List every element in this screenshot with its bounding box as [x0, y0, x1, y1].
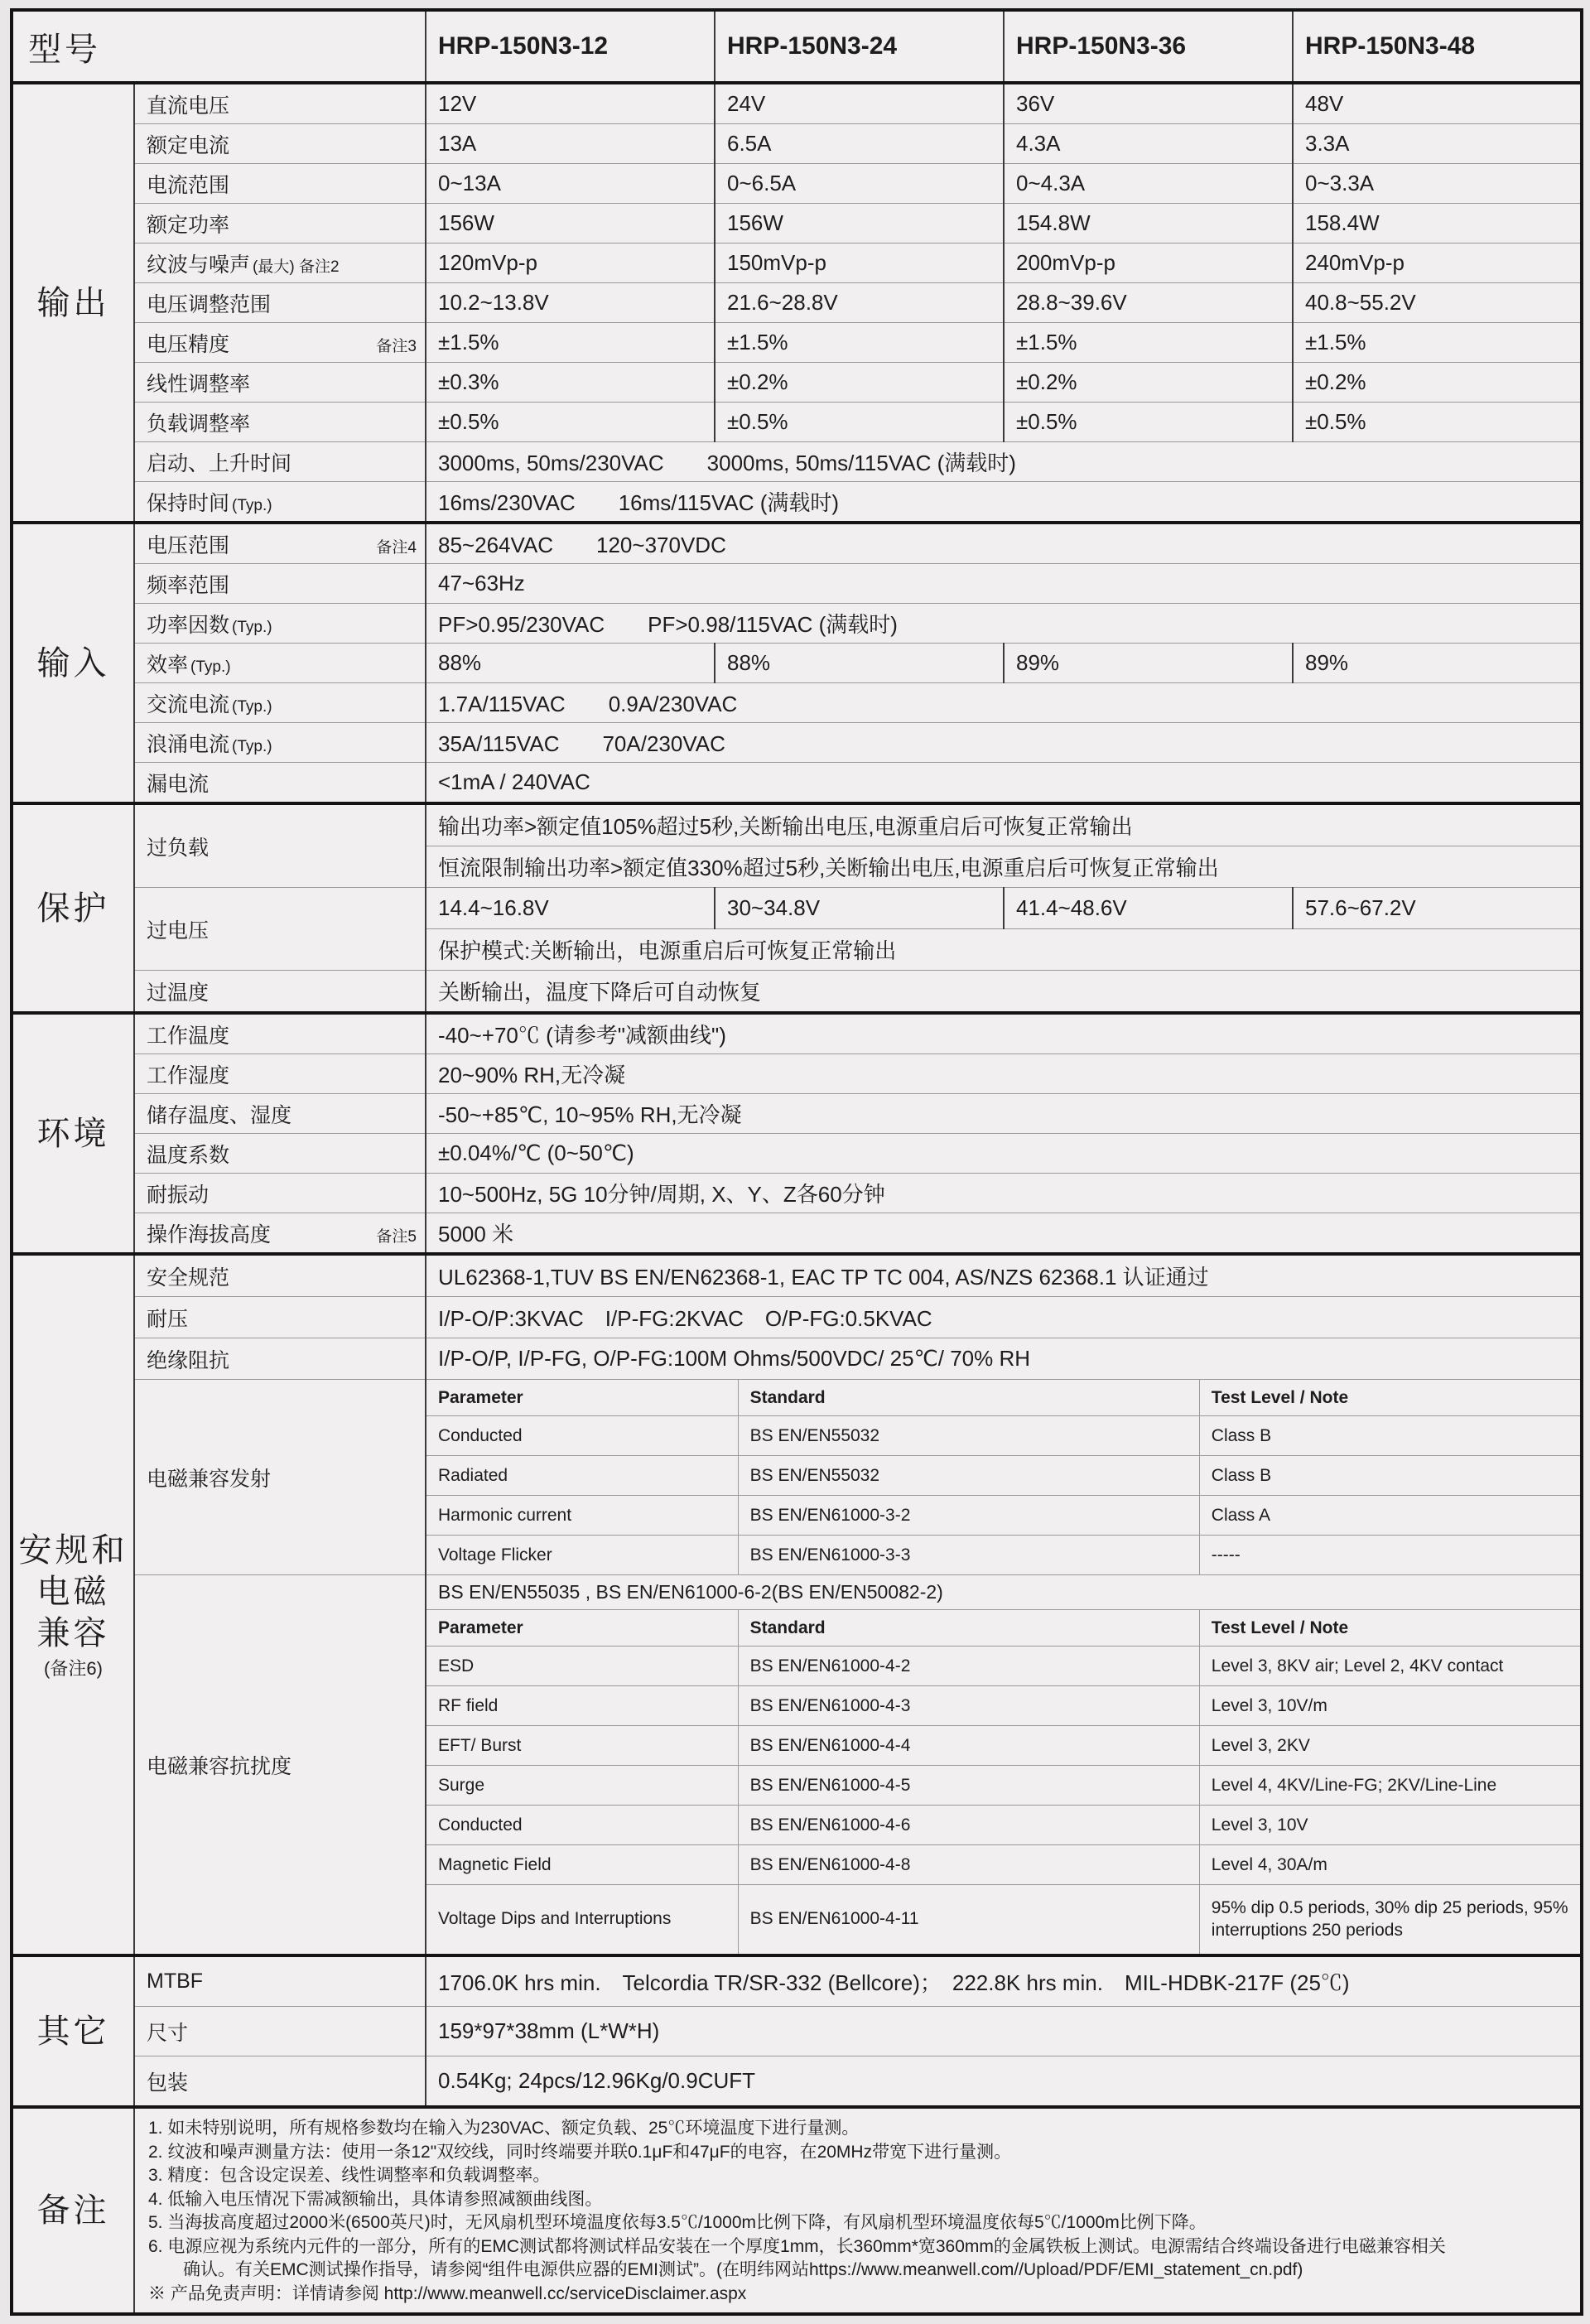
table-row [12, 83, 1582, 124]
emc-parameter: Voltage Dips and Interruptions [426, 1885, 738, 1955]
emc-parameter: Radiated [426, 1456, 738, 1496]
spec-value: 0~6.5A [715, 164, 1004, 204]
spec-value: 4.3A [1004, 124, 1293, 164]
table-row [426, 1647, 1580, 1686]
table-row [12, 1297, 1582, 1338]
emc-immunity-standards: BS EN/EN55035 , BS EN/EN61000-6-2(BS EN/EN50082-2) [426, 1575, 1580, 1610]
param-label: 电磁兼容发射 [134, 1380, 426, 1575]
emc-parameter: Conducted [426, 1416, 738, 1456]
table-row [12, 1380, 1582, 1575]
spec-value: 158.4W [1293, 204, 1582, 243]
spec-value: ±0.3% [426, 363, 715, 403]
param-note: (Typ.) [232, 697, 272, 716]
param-label: 过负载 [134, 803, 426, 888]
table-row [426, 1610, 1580, 1647]
param-label-text: 效率 [147, 653, 189, 677]
spec-value: 57.6~67.2V [1293, 888, 1582, 929]
table-row [12, 523, 1582, 564]
spec-value: 输出功率>额定值105%超过5秒,关断输出电压,电源重启后可恢复正常输出 [426, 803, 1582, 846]
param-label: 尺寸 [134, 2007, 426, 2056]
emc-test-level: 95% dip 0.5 periods, 30% dip 25 periods, 95% interruptions 250 periods [1199, 1885, 1580, 1955]
emc-standard: BS EN/EN61000-3-2 [738, 1496, 1199, 1536]
table-row [12, 363, 1582, 403]
param-label: 漏电流 [134, 763, 426, 804]
param-note: (Typ.) [232, 737, 272, 755]
param-label [134, 1213, 426, 1255]
spec-value: 240mVp-p [1293, 243, 1582, 283]
emc-parameter: EFT/ Burst [426, 1726, 738, 1766]
param-note: (最大) 备注2 [253, 258, 340, 276]
table-row [426, 1496, 1580, 1536]
spec-value: 36V [1004, 83, 1293, 124]
emc-parameter: Magnetic Field [426, 1845, 738, 1885]
table-row [426, 1536, 1580, 1575]
table-row [12, 763, 1582, 804]
table-row [12, 888, 1582, 929]
table-row [12, 323, 1582, 363]
spec-value: 5000 米 [426, 1213, 1582, 1255]
emc-col-header: Test Level / Note [1199, 1380, 1580, 1416]
note-line: 确认。有关EMC测试操作指导，请参阅“组件电源供应器的EMI测试”。(在明纬网站https://www.meanwell.com//Upload/PDF/EMI_statement_cn.pdf) [148, 2260, 1303, 2279]
param-note: 备注4 [376, 538, 417, 557]
emc-standard: BS EN/EN61000-4-3 [738, 1686, 1199, 1726]
table-row [12, 644, 1582, 683]
param-label: 过温度 [134, 971, 426, 1014]
spec-value: 159*97*38mm (L*W*H) [426, 2007, 1582, 2056]
model-name: HRP-150N3-12 [426, 10, 715, 83]
section-label-input: 输入 [12, 523, 134, 803]
table-row [426, 1766, 1580, 1806]
table-row [12, 1054, 1582, 1094]
section-label-line: 兼容 [36, 1614, 110, 1651]
section-label-line: 安规和 [18, 1531, 128, 1569]
section-label-others: 其它 [12, 1955, 134, 2107]
spec-value: ±0.5% [1293, 403, 1582, 442]
note-line: 2. 纹波和噪声测量方法：使用一条12"双绞线，同时终端要并联0.1μF和47μF的电容，在20MHz带宽下进行量测。 [148, 2142, 1012, 2162]
spec-value: 12V [426, 83, 715, 124]
param-label: 安全规范 [134, 1254, 426, 1297]
table-row [12, 1094, 1582, 1134]
spec-value: 3000ms, 50ms/230VAC 3000ms, 50ms/115VAC (满载时) [426, 442, 1582, 482]
spec-value: 21.6~28.8V [715, 283, 1004, 323]
param-label: 耐振动 [134, 1174, 426, 1213]
emc-parameter: Voltage Flicker [426, 1536, 738, 1575]
model-name: HRP-150N3-24 [715, 10, 1004, 83]
spec-value: 0.54Kg; 24pcs/12.96Kg/0.9CUFT [426, 2056, 1582, 2108]
table-row [12, 283, 1582, 323]
param-label [134, 644, 426, 683]
emc-parameter: Conducted [426, 1806, 738, 1845]
param-label: 额定功率 [134, 204, 426, 243]
spec-value: ±0.2% [1004, 363, 1293, 403]
param-label: 启动、上升时间 [134, 442, 426, 482]
spec-value: ±1.5% [426, 323, 715, 363]
spec-value: ±1.5% [715, 323, 1004, 363]
spec-value: 1.7A/115VAC 0.9A/230VAC [426, 683, 1582, 723]
param-label [134, 604, 426, 644]
table-row [12, 204, 1582, 243]
emc-standard: BS EN/EN55032 [738, 1416, 1199, 1456]
spec-value: 120mVp-p [426, 243, 715, 283]
emc-parameter: Surge [426, 1766, 738, 1806]
emc-test-level: Class A [1199, 1496, 1580, 1536]
emc-col-header: Standard [738, 1380, 1199, 1416]
emc-test-level: Level 3, 10V [1199, 1806, 1580, 1845]
param-label: 直流电压 [134, 83, 426, 124]
table-row [12, 1013, 1582, 1054]
param-label: 电压调整范围 [134, 283, 426, 323]
param-label: 电磁兼容抗扰度 [134, 1575, 426, 1956]
emc-col-header: Parameter [426, 1610, 738, 1647]
param-label-text: 操作海拔高度 [147, 1222, 272, 1246]
note-line: 5. 当海拔高度超过2000米(6500英尺)时，无风扇机型环境温度依每3.5℃/1000m比例下降，有风扇机型环境温度依每5℃/1000m比例下降。 [148, 2213, 1207, 2232]
spec-value: 6.5A [715, 124, 1004, 164]
section-label-environment: 环境 [12, 1013, 134, 1254]
spec-value: ±0.04%/℃ (0~50℃) [426, 1134, 1582, 1174]
emc-standard: BS EN/EN61000-4-2 [738, 1647, 1199, 1686]
table-row [12, 1254, 1582, 1297]
spec-value: ±1.5% [1004, 323, 1293, 363]
spec-value: 150mVp-p [715, 243, 1004, 283]
spec-value: 156W [715, 204, 1004, 243]
emc-standard: BS EN/EN61000-4-11 [738, 1885, 1199, 1955]
spec-table [10, 8, 1583, 2316]
param-label [134, 523, 426, 564]
spec-value: 13A [426, 124, 715, 164]
emc-standard: BS EN/EN61000-3-3 [738, 1536, 1199, 1575]
table-row [12, 971, 1582, 1014]
spec-value: -40~+70℃ (请参考"减额曲线") [426, 1013, 1582, 1054]
table-row [426, 1380, 1580, 1416]
spec-value: -50~+85℃, 10~95% RH,无冷凝 [426, 1094, 1582, 1134]
param-label: 频率范围 [134, 564, 426, 604]
table-row [12, 403, 1582, 442]
spec-value: 24V [715, 83, 1004, 124]
spec-value: 85~264VAC 120~370VDC [426, 523, 1582, 564]
spec-value: 3.3A [1293, 124, 1582, 164]
emc-parameter: Harmonic current [426, 1496, 738, 1536]
emc-emission-table [426, 1380, 1580, 1574]
table-row [12, 164, 1582, 204]
spec-value: 89% [1293, 644, 1582, 683]
emc-standard: BS EN/EN61000-4-5 [738, 1766, 1199, 1806]
note-line: 6. 电源应视为系统内元件的一部分，所有的EMC测试都将测试样品安装在一个厚度1mm，长360mm*宽360mm的金属铁板上测试。电源需结合终端设备进行电磁兼容相关 [148, 2236, 1446, 2256]
table-row [12, 243, 1582, 283]
param-label [134, 482, 426, 523]
param-note: (Typ.) [232, 618, 272, 636]
note-line: 3. 精度：包含设定误差、线性调整率和负载调整率。 [148, 2166, 551, 2185]
note-line: 1. 如未特别说明，所有规格参数均在输入为230VAC、额定负载、25℃环境温度下进行量测。 [148, 2119, 860, 2138]
spec-value: 30~34.8V [715, 888, 1004, 929]
spec-value: PF>0.95/230VAC PF>0.98/115VAC (满载时) [426, 604, 1582, 644]
param-label [134, 723, 426, 763]
param-label [134, 683, 426, 723]
param-label: 过电压 [134, 888, 426, 971]
spec-value: ±0.2% [1293, 363, 1582, 403]
table-row [12, 442, 1582, 482]
param-label-text: 保持时间 [147, 491, 230, 515]
table-row [12, 604, 1582, 644]
param-label: 绝缘阻抗 [134, 1338, 426, 1380]
notes-block [134, 2107, 1582, 2314]
model-name: HRP-150N3-48 [1293, 10, 1582, 83]
spec-value: 154.8W [1004, 204, 1293, 243]
spec-value: 1706.0K hrs min. Telcordia TR/SR-332 (Bellcore)； 222.8K hrs min. MIL-HDBK-217F (25℃) [426, 1955, 1582, 2007]
param-label: MTBF [134, 1955, 426, 2007]
param-label [134, 323, 426, 363]
spec-value: 35A/115VAC 70A/230VAC [426, 723, 1582, 763]
emc-standard: BS EN/EN55032 [738, 1456, 1199, 1496]
spec-value: 14.4~16.8V [426, 888, 715, 929]
emc-standard: BS EN/EN61000-4-4 [738, 1726, 1199, 1766]
param-label: 储存温度、湿度 [134, 1094, 426, 1134]
table-row [12, 2107, 1582, 2314]
param-label: 线性调整率 [134, 363, 426, 403]
table-row [12, 2056, 1582, 2108]
table-row [12, 1174, 1582, 1213]
spec-value: 28.8~39.6V [1004, 283, 1293, 323]
param-label: 耐压 [134, 1297, 426, 1338]
section-label-notes: 备注 [12, 2107, 134, 2314]
emc-standard: BS EN/EN61000-4-8 [738, 1845, 1199, 1885]
table-row [426, 1806, 1580, 1845]
emc-test-level: ----- [1199, 1536, 1580, 1575]
table-row [12, 482, 1582, 523]
spec-value: I/P-O/P:3KVAC I/P-FG:2KVAC O/P-FG:0.5KVAC [426, 1297, 1582, 1338]
param-label-text: 功率因数 [147, 613, 230, 637]
spec-value: ±0.5% [715, 403, 1004, 442]
param-label: 工作湿度 [134, 1054, 426, 1094]
emc-test-level: Level 4, 30A/m [1199, 1845, 1580, 1885]
spec-value: 200mVp-p [1004, 243, 1293, 283]
emc-parameter: RF field [426, 1686, 738, 1726]
param-label-text: 纹波与噪声 [147, 253, 251, 277]
param-label: 工作温度 [134, 1013, 426, 1054]
table-row [12, 723, 1582, 763]
param-note: 备注5 [376, 1227, 417, 1246]
spec-value: 89% [1004, 644, 1293, 683]
spec-value: 88% [426, 644, 715, 683]
emc-parameter: ESD [426, 1647, 738, 1686]
section-label-safety-emc [12, 1254, 134, 1955]
param-label: 包装 [134, 2056, 426, 2108]
model-header-row [12, 10, 1582, 83]
spec-value: 10~500Hz, 5G 10分钟/周期, X、Y、Z各60分钟 [426, 1174, 1582, 1213]
param-label-text: 交流电流 [147, 692, 230, 716]
model-label: 型号 [12, 10, 426, 83]
table-row [12, 1213, 1582, 1255]
emc-immunity-table [426, 1610, 1580, 1954]
spec-value: 0~3.3A [1293, 164, 1582, 204]
emc-col-header: Parameter [426, 1380, 738, 1416]
spec-value: ±0.2% [715, 363, 1004, 403]
param-label: 电流范围 [134, 164, 426, 204]
note-line: 4. 低输入电压情况下需减额输出，具体请参照减额曲线图。 [148, 2189, 603, 2209]
spec-value: ±0.5% [426, 403, 715, 442]
emc-test-level: Level 3, 2KV [1199, 1726, 1580, 1766]
spec-value: 48V [1293, 83, 1582, 124]
emc-col-header: Standard [738, 1610, 1199, 1647]
table-row [426, 1885, 1580, 1955]
table-row [426, 1726, 1580, 1766]
section-label-output: 输出 [12, 83, 134, 523]
section-label-line: 电磁 [36, 1573, 110, 1610]
table-row [12, 1575, 1582, 1956]
emc-test-level: Level 4, 4KV/Line-FG; 2KV/Line-Line [1199, 1766, 1580, 1806]
model-name: HRP-150N3-36 [1004, 10, 1293, 83]
spec-value: 16ms/230VAC 16ms/115VAC (满载时) [426, 482, 1582, 523]
spec-value: 20~90% RH,无冷凝 [426, 1054, 1582, 1094]
spec-value: 0~4.3A [1004, 164, 1293, 204]
note-line: ※ 产品免责声明：详情请参阅 http://www.meanwell.cc/serviceDisclaimer.aspx [148, 2283, 747, 2303]
param-label: 额定电流 [134, 124, 426, 164]
table-row [12, 1338, 1582, 1380]
table-row [12, 683, 1582, 723]
param-label: 负载调整率 [134, 403, 426, 442]
param-label-text: 电压精度 [147, 332, 230, 356]
table-row [12, 803, 1582, 846]
spec-value: 0~13A [426, 164, 715, 204]
spec-value: 47~63Hz [426, 564, 1582, 604]
spec-value: <1mA / 240VAC [426, 763, 1582, 804]
spec-value: I/P-O/P, I/P-FG, O/P-FG:100M Ohms/500VDC/ 25℃/ 70% RH [426, 1338, 1582, 1380]
table-row [426, 1416, 1580, 1456]
table-row [12, 1955, 1582, 2007]
table-row [12, 2007, 1582, 2056]
spec-value: ±1.5% [1293, 323, 1582, 363]
table-row [12, 124, 1582, 164]
emc-test-level: Level 3, 10V/m [1199, 1686, 1580, 1726]
spec-value: 10.2~13.8V [426, 283, 715, 323]
spec-value: 88% [715, 644, 1004, 683]
emc-emission-block [426, 1380, 1582, 1575]
section-label-protection: 保护 [12, 803, 134, 1013]
spec-value: 关断输出，温度下降后可自动恢复 [426, 971, 1582, 1014]
spec-value: UL62368-1,TUV BS EN/EN62368-1, EAC TP TC 004, AS/NZS 62368.1 认证通过 [426, 1254, 1582, 1297]
table-row [426, 1845, 1580, 1885]
param-label [134, 243, 426, 283]
table-row [426, 1686, 1580, 1726]
table-row [12, 564, 1582, 604]
spec-value: ±0.5% [1004, 403, 1293, 442]
section-label-note: (备注6) [44, 1657, 103, 1679]
param-label: 温度系数 [134, 1134, 426, 1174]
emc-test-level: Level 3, 8KV air; Level 2, 4KV contact [1199, 1647, 1580, 1686]
spec-value: 40.8~55.2V [1293, 283, 1582, 323]
table-row [12, 1134, 1582, 1174]
spec-value: 156W [426, 204, 715, 243]
emc-col-header: Test Level / Note [1199, 1610, 1580, 1647]
param-note: (Typ.) [232, 496, 272, 514]
emc-test-level: Class B [1199, 1456, 1580, 1496]
param-label-text: 浪涌电流 [147, 732, 230, 756]
emc-standard: BS EN/EN61000-4-6 [738, 1806, 1199, 1845]
emc-immunity-block [426, 1575, 1582, 1956]
param-note: (Typ.) [190, 658, 231, 676]
param-note: 备注3 [376, 337, 417, 355]
spec-value: 41.4~48.6V [1004, 888, 1293, 929]
table-row [426, 1456, 1580, 1496]
spec-value: 保护模式:关断输出，电源重启后可恢复正常输出 [426, 929, 1582, 971]
param-label-text: 电压范围 [147, 533, 230, 557]
spec-value: 恒流限制输出功率>额定值330%超过5秒,关断输出电压,电源重启后可恢复正常输出 [426, 846, 1582, 888]
emc-test-level: Class B [1199, 1416, 1580, 1456]
